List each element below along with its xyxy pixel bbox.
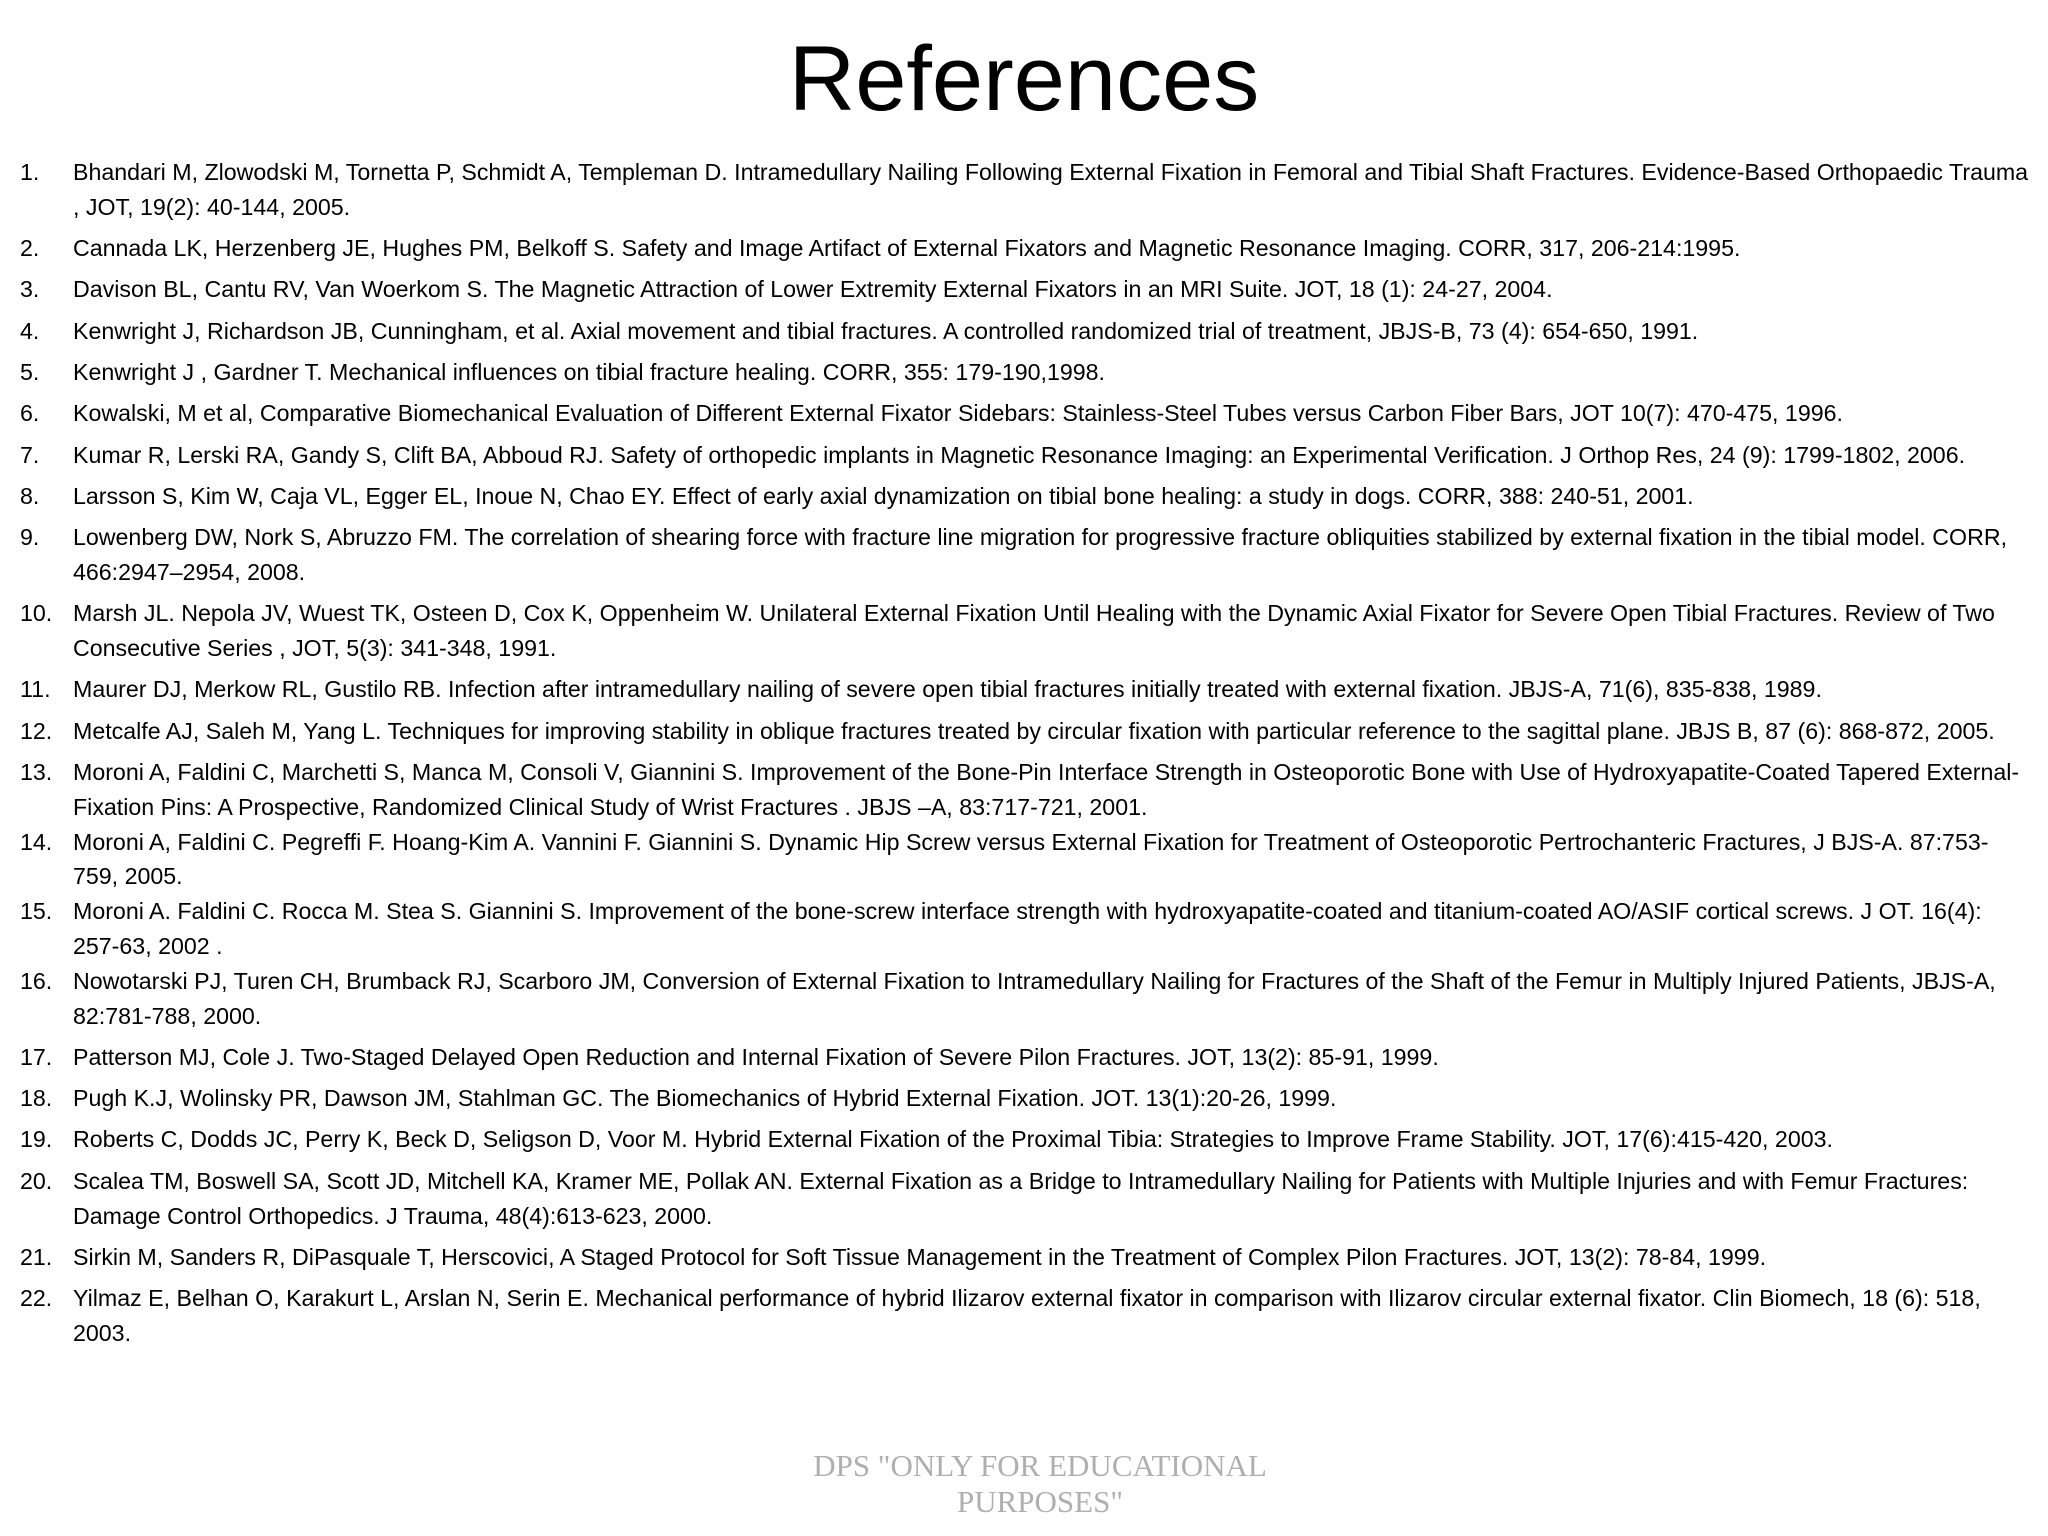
list-item <box>0 1081 2048 1116</box>
reference-number: 11. <box>20 676 51 703</box>
list-item <box>0 755 2048 825</box>
reference-text: Cannada LK, Herzenberg JE, Hughes PM, Belkoff S. Safety and Image Artifact of External Fixators and Magnetic Resonance Imaging. CORR, 317, 206-214:1995. <box>73 235 1741 262</box>
list-item <box>0 1240 2048 1275</box>
reference-list <box>0 155 2048 1357</box>
list-item <box>0 1040 2048 1075</box>
watermark-line-1: DPS "ONLY FOR EDUCATIONAL <box>813 1448 1267 1483</box>
reference-number: 17. <box>20 1043 53 1070</box>
reference-text: Maurer DJ, Merkow RL, Gustilo RB. Infection after intramedullary nailing of severe open tibial fractures initially treated with external fixation. JBJS-A, 71(6), 835-838, 1989. <box>73 676 1822 703</box>
list-item <box>0 714 2048 749</box>
reference-text: Moroni A, Faldini C, Marchetti S, Manca M, Consoli V, Giannini S. Improvement of the Bone-Pin Interface Strength in Osteoporotic Bone with Use of Hydroxyapatite-Coated Tapered External-Fixation Pins: A Prospective, Randomized Clinical Study of Wrist Fractures . JBJS –A, 83:717-721, 2001. <box>73 758 2020 820</box>
list-item <box>0 155 2048 225</box>
list-item <box>0 314 2048 349</box>
reference-text: Bhandari M, Zlowodski M, Tornetta P, Schmidt A, Templeman D. Intramedullary Nailing Following External Fixation in Femoral and Tibial Shaft Fractures. Evidence-Based Orthopaedic Trauma , JOT, 19(2): 40-144, 2005. <box>73 159 2029 220</box>
reference-text: Kumar R, Lerski RA, Gandy S, Clift BA, Abboud RJ. Safety of orthopedic implants in Magnetic Resonance Imaging: an Experimental Verification. J Orthop Res, 24 (9): 1799-1802, 2006. <box>73 441 1966 468</box>
reference-text: Metcalfe AJ, Saleh M, Yang L. Techniques for improving stability in oblique fractures treated by circular fixation with particular reference to the sagittal plane. JBJS B, 87 (6): 868-872, 2005. <box>73 717 1995 744</box>
list-item <box>0 672 2048 707</box>
reference-number: 2. <box>20 235 40 262</box>
reference-number: 16. <box>20 967 53 994</box>
reference-text: Larsson S, Kim W, Caja VL, Egger EL, Inoue N, Chao EY. Effect of early axial dynamization on tibial bone healing: a study in dogs. CORR, 388: 240-51, 2001. <box>73 482 1694 509</box>
reference-text: Yilmaz E, Belhan O, Karakurt L, Arslan N, Serin E. Mechanical performance of hybrid Ilizarov external fixator in comparison with Ilizarov circular external fixator. Clin Biomech, 18 (6): 518, 2003. <box>73 1285 1981 1346</box>
reference-text: Moroni A. Faldini C. Rocca M. Stea S. Giannini S. Improvement of the bone-screw interface strength with hydroxyapatite-coated and titanium-coated AO/ASIF cortical screws. J OT. 16(4): 257-63, 2002 . <box>73 898 1982 959</box>
list-item <box>0 438 2048 473</box>
reference-number: 14. <box>20 828 53 855</box>
reference-number: 9. <box>20 524 40 551</box>
list-item <box>0 1281 2048 1351</box>
list-item <box>0 1122 2048 1157</box>
reference-text: Scalea TM, Boswell SA, Scott JD, Mitchell KA, Kramer ME, Pollak AN. External Fixation as a Bridge to Intramedullary Nailing for Patients with Multiple Injuries and with Femur Fractures: Damage Control Orthopedics. J Trauma, 48(4):613-623, 2000. <box>73 1167 1969 1229</box>
list-item <box>0 355 2048 390</box>
page-title: References <box>788 28 1260 130</box>
reference-text: Roberts C, Dodds JC, Perry K, Beck D, Seligson D, Voor M. Hybrid External Fixation of the Proximal Tibia: Strategies to Improve Frame Stability. JOT, 17(6):415-420, 2003. <box>73 1126 1833 1153</box>
list-item <box>0 396 2048 431</box>
reference-number: 19. <box>20 1126 53 1153</box>
reference-number: 8. <box>20 482 40 509</box>
reference-number: 22. <box>20 1285 53 1312</box>
reference-text: Sirkin M, Sanders R, DiPasquale T, Herscovici, A Staged Protocol for Soft Tissue Management in the Treatment of Complex Pilon Fractures. JOT, 13(2): 78-84, 1999. <box>73 1243 1767 1270</box>
list-item <box>0 479 2048 514</box>
list-item <box>0 825 2048 895</box>
list-item <box>0 894 2048 964</box>
reference-text: Patterson MJ, Cole J. Two-Staged Delayed Open Reduction and Internal Fixation of Severe Pilon Fractures. JOT, 13(2): 85-91, 1999. <box>73 1043 1439 1070</box>
reference-text: Lowenberg DW, Nork S, Abruzzo FM. The correlation of shearing force with fracture line migration for progressive fracture obliquities stabilized by external fixation in the tibial model. CORR, 466:2947–2954, 2008. <box>73 524 2008 585</box>
list-item <box>0 596 2048 666</box>
reference-text: Kowalski, M et al, Comparative Biomechanical Evaluation of Different External Fixator Sidebars: Stainless-Steel Tubes versus Carbon Fiber Bars, JOT 10(7): 470-475, 1996. <box>73 400 1843 427</box>
reference-number: 7. <box>20 441 40 468</box>
reference-text: Marsh JL. Nepola JV, Wuest TK, Osteen D, Cox K, Oppenheim W. Unilateral External Fixation Until Healing with the Dynamic Axial Fixator for Severe Open Tibial Fractures. Review of Two Consecutive Series , JOT, 5(3): 341-348, 1991. <box>73 600 1995 662</box>
reference-number: 12. <box>20 717 53 744</box>
watermark-line-2: PURPOSES" <box>956 1484 1123 1519</box>
reference-text: Pugh K.J, Wolinsky PR, Dawson JM, Stahlman GC. The Biomechanics of Hybrid External Fixation. JOT. 13(1):20-26, 1999. <box>73 1085 1337 1112</box>
reference-number: 1. <box>20 159 40 185</box>
list-item <box>0 520 2048 590</box>
list-item <box>0 272 2048 307</box>
reference-number: 10. <box>20 600 53 627</box>
reference-number: 6. <box>20 400 40 427</box>
reference-text: Nowotarski PJ, Turen CH, Brumback RJ, Scarboro JM, Conversion of External Fixation to Intramedullary Nailing for Fractures of the Shaft of the Femur in Multiply Injured Patients, JBJS-A, 82:781-788, 2000. <box>73 967 1996 1029</box>
reference-text: Davison BL, Cantu RV, Van Woerkom S. The Magnetic Attraction of Lower Extremity External Fixators in an MRI Suite. JOT, 18 (1): 24-27, 2004. <box>73 276 1553 303</box>
list-item <box>0 1164 2048 1234</box>
reference-number: 18. <box>20 1085 53 1112</box>
reference-number: 21. <box>20 1243 53 1270</box>
list-item <box>0 964 2048 1034</box>
reference-text: Kenwright J , Gardner T. Mechanical influences on tibial fracture healing. CORR, 355: 179-190,1998. <box>73 358 1105 385</box>
reference-number: 3. <box>20 276 40 303</box>
list-item <box>0 231 2048 266</box>
reference-number: 5. <box>20 358 40 385</box>
reference-text: Kenwright J, Richardson JB, Cunningham, et al. Axial movement and tibial fractures. A controlled randomized trial of treatment, JBJS-B, 73 (4): 654-650, 1991. <box>73 317 1699 344</box>
watermark <box>740 1448 1340 1520</box>
reference-number: 20. <box>20 1167 53 1194</box>
reference-number: 15. <box>20 898 53 925</box>
reference-number: 13. <box>20 758 53 785</box>
reference-text: Moroni A, Faldini C. Pegreffi F. Hoang-Kim A. Vannini F. Giannini S. Dynamic Hip Screw versus External Fixation for Treatment of Osteoporotic Pertrochanteric Fractures, J BJS-A. 87:753-759, 2005. <box>73 828 1989 890</box>
reference-number: 4. <box>20 317 40 344</box>
